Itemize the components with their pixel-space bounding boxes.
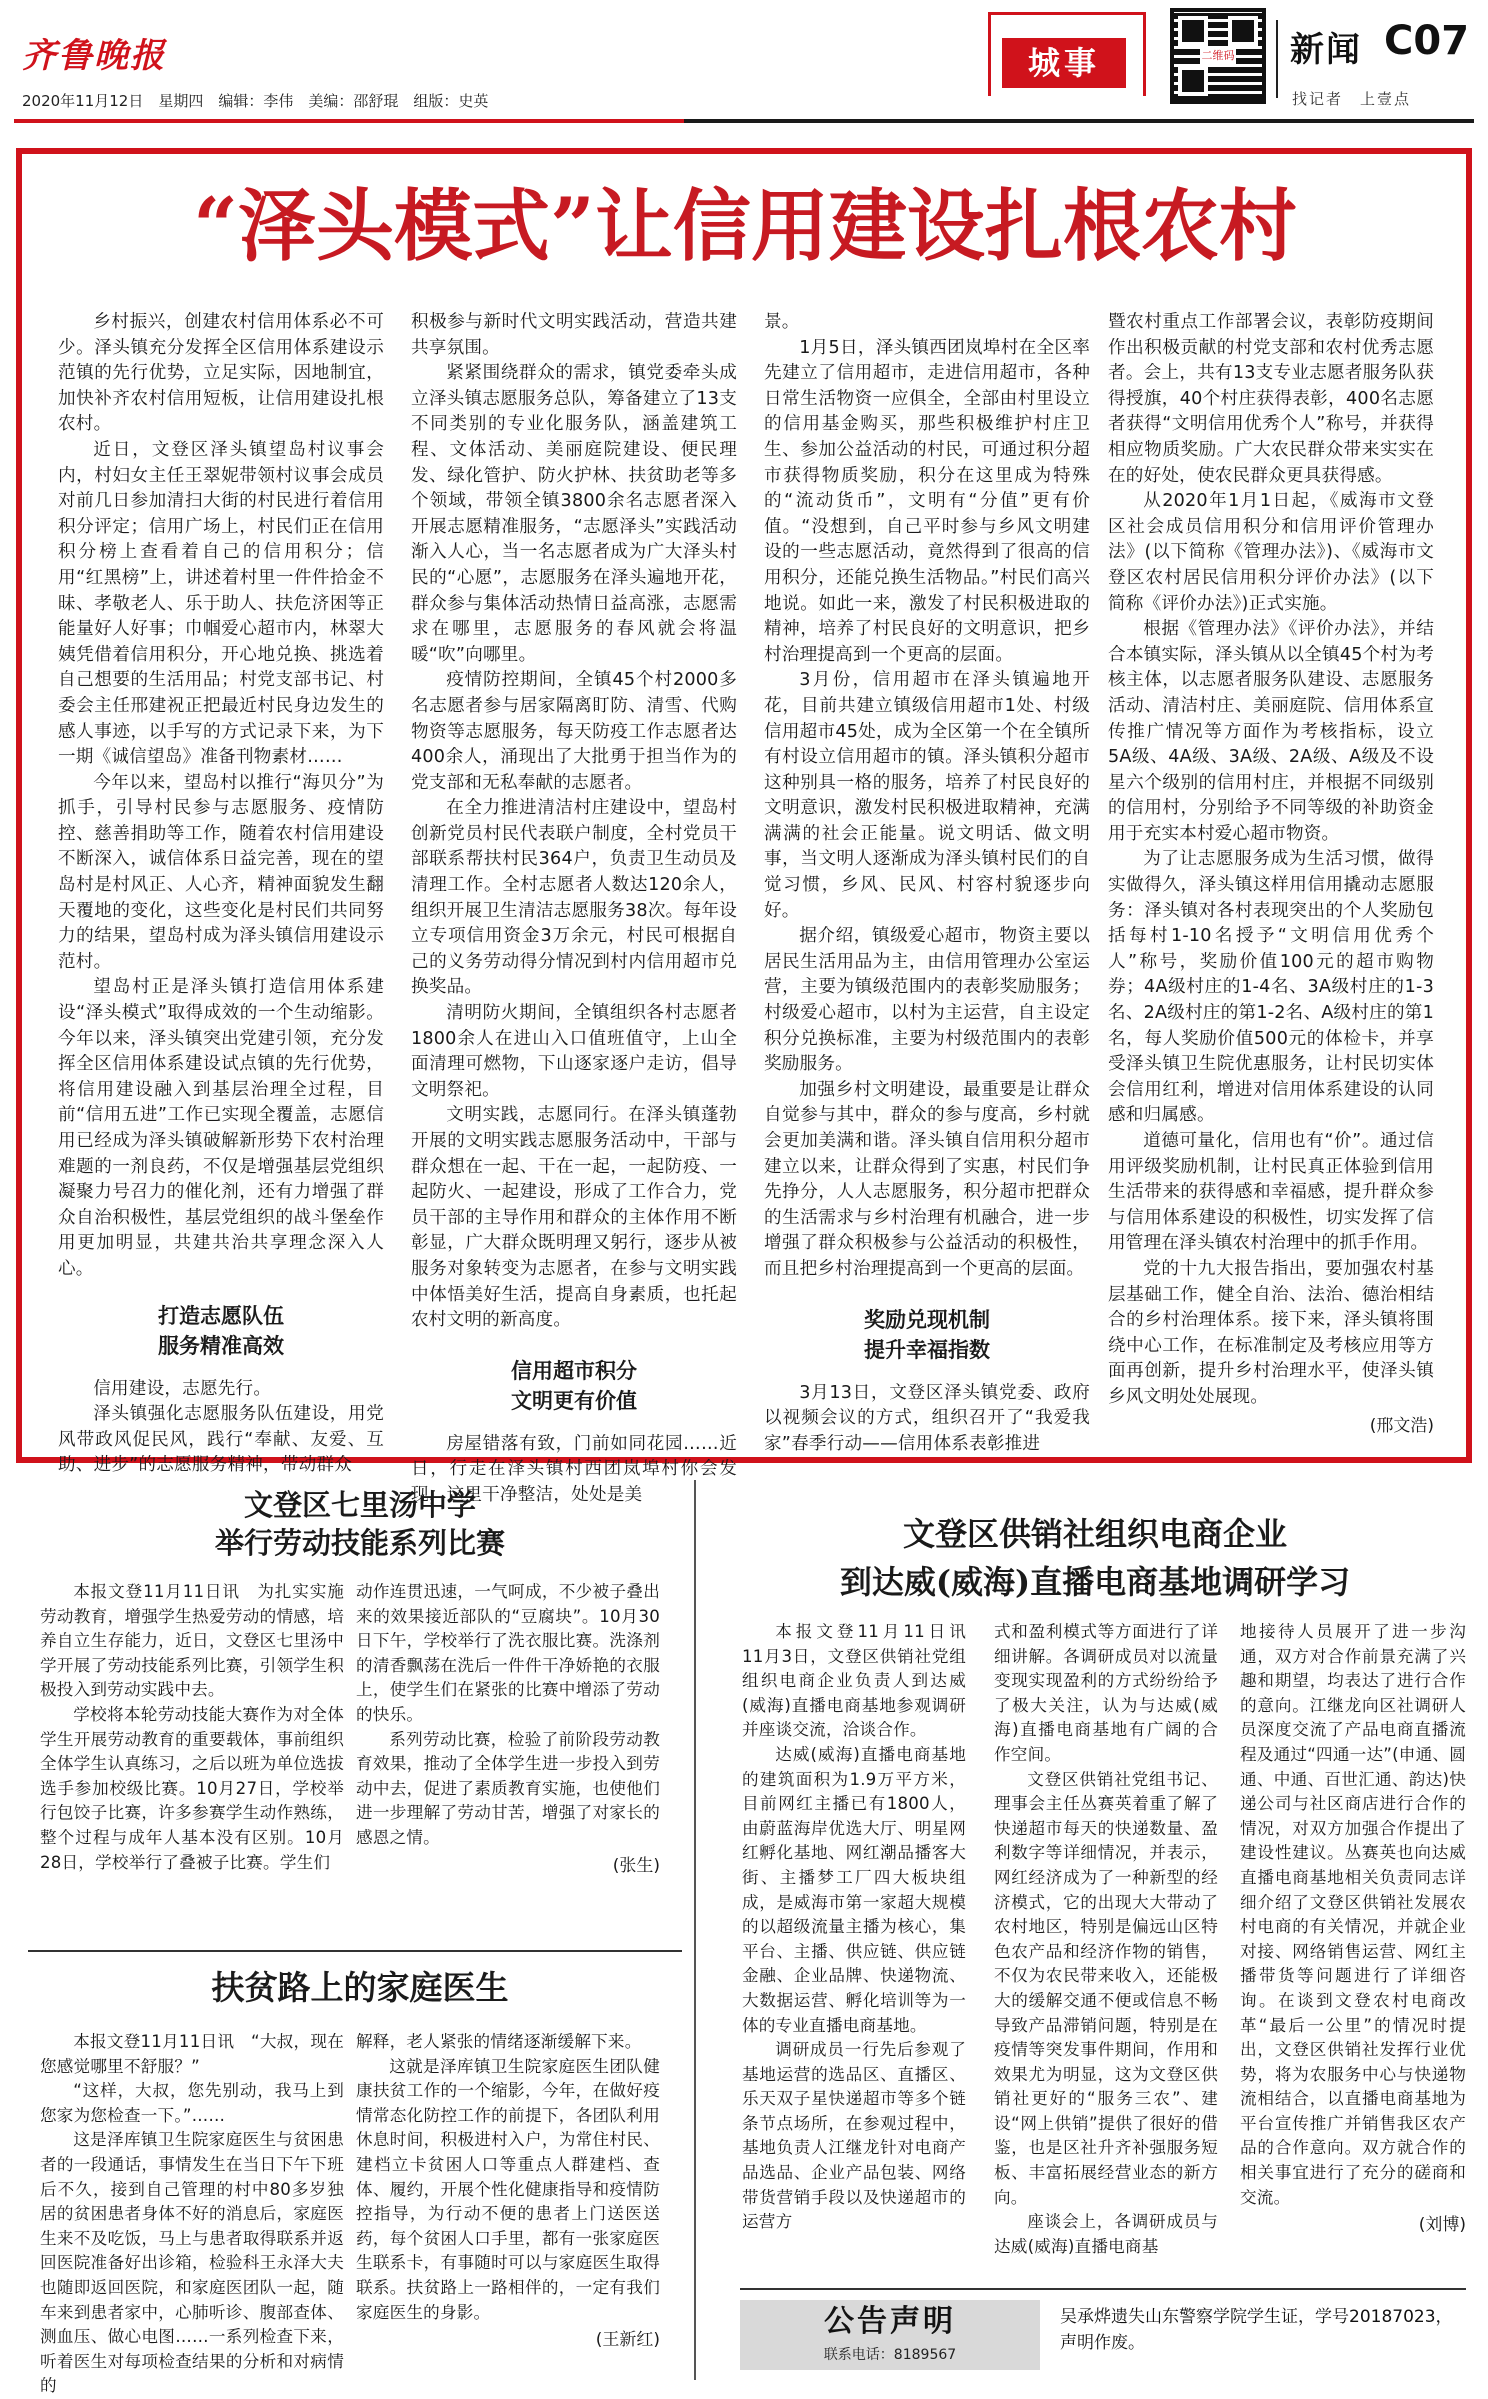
paragraph: 本报文登11月11日讯 11月3日，文登区供销社党组组织电商企业负责人到达威(威海)直播电商基地参观调研并座谈交流，洽谈合作。	[742, 1622, 983, 1740]
paragraph: 解释，老人紧张的情绪逐渐缓解下来。	[356, 2032, 642, 2051]
paragraph: 为了让志愿服务成为生活习惯，做得实做得久，泽头镇这样用信用撬动志愿服务：泽头镇对各村表现突出的个人奖励包括每村1-10名授予“文明信用优秀个人”称号，奖励价值100元的超市购物券；4A级村庄的1-4名、3A级村庄的1-3名、2A级村庄的第1-2名、A级村庄的第1名，每人奖励价值500元的体检卡，并享受泽头镇卫生院优惠服务，让村民切实体会信用红利，增进对信用体系建设的认同感和归属感。	[1108, 849, 1434, 1126]
paragraph: 紧紧围绕群众的需求，镇党委牵头成立泽头镇志愿服务总队，筹备建立了13支不同类别的专业化服务队，涵盖建筑工程、文体活动、美丽庭院建设、便民理发、绿化管护、防火护林、扶贫助老等多个领域，带领全镇3800余名志愿者深入开展志愿精准服务，“志愿泽头”实践活动渐入人心，当一名志愿者成为广大泽头村民的“心愿”，志愿服务在泽头遍地开花，群众参与集体活动热情日益高涨，志愿需求在哪里，志愿服务的春风就会将温暖“吹”向哪里。	[411, 363, 737, 665]
paragraph: 党的十九大报告指出，要加强农村基层基础工作，健全自治、法治、德治相结合的乡村治理体系。接下来，泽头镇将围绕中心工作，在标准制定及考核应用等方面再创新，提升乡村治理水平，使泽头镇乡风文明处处展现。	[1108, 1258, 1434, 1407]
paragraph: 3月13日，文登区泽头镇党委、政府以视频会议的方式，组织召开了“我爱我家”春季行动——信用体系表彰推进	[764, 1382, 1090, 1454]
paragraph: 这是泽库镇卫生院家庭医生与贫困患者的一段通话，事情发生在当日下午下班后不久，接到自己管理的村中80多岁独居的贫困患者身体不好的消息后，家庭医生来不及吃饭，马上与患者取得联系并返回医院准备好出诊箱，检验科王永泽大夫也随即返回医院，和家庭医团队一起，随车来到患者家中，心肺听诊、腹部查体、测血压、做心电图……一系列检查下来，听着医生对每项检查结果的分析和对病情的	[40, 2130, 344, 2396]
notice-text: 吴承烨遗失山东警察学院学生证，学号20187023，声明作废。	[1060, 2307, 1453, 2353]
paragraph: 3月份，信用超市在泽头镇遍地开花，目前共建立镇级信用超市1处、村级信用超市45处，成为全区第一个在全镇所有村设立信用超市的镇。泽头镇积分超市这种别具一格的服务，培养了村民良好的文明意识，激发村民积极进取精神，充满满满的社会正能量。说文明话、做文明事，当文明人逐渐成为泽头镇村民们的自觉习惯，乡风、民风、村容村貌逐步向好。	[764, 670, 1090, 921]
labor-headline-line1: 文登区七里汤中学	[243, 1488, 476, 1522]
byline: (刘博)	[1418, 2215, 1466, 2236]
doctor-col-1	[40, 2030, 344, 2399]
column-divider	[694, 1480, 696, 2380]
paragraph: 泽头镇强化志愿服务队伍建设，用党风带政风促民风，践行“奉献、友爱、互助、进步”的志愿服务精神，带动群众	[58, 1404, 384, 1476]
coop-headline-line2: 到达威(威海)直播电商基地调研学习	[839, 1563, 1351, 1601]
lead-col-2	[411, 310, 737, 1509]
byline: (邢文浩)	[1369, 1415, 1434, 1436]
section-badge: 城事	[1002, 38, 1126, 88]
paragraph: 调研成员一行先后参观了基地运营的选品区、直播区、乐天双子星快递超市等多个链条节点场所，在参观过程中，基地负责人江继龙针对电商产品选品、企业产品包装、网络带货营销手段以及快递超市的运营方	[742, 2040, 966, 2232]
qr-center-label: 二维码	[1200, 46, 1236, 66]
masthead	[0, 0, 1488, 135]
masthead-rule-red	[14, 119, 684, 123]
paragraph: 近日，文登区泽头镇望岛村议事会内，村妇女主任王翠妮带领村议事会成员对前几日参加清扫大街的村民进行着信用积分评定；信用广场上，村民们正在信用积分榜上查看着自己的信用积分；信用“红黑榜”上，讲述着村里一件件拾金不昧、孝敬老人、乐于助人、扶危济困等正能量好人好事；巾帼爱心超市内，林翠大姨凭借着信用积分，开心地兑换、挑选着自己想要的生活用品；村党支部书记、村委会主任邢建祝正把最近村民身边发生的感人事迹，以手写的方式记录下来，为下一期《诚信望岛》准备刊物素材……	[58, 439, 384, 768]
paragraph: 文登区供销社党组书记、理事会主任丛赛英着重了解了快递超市每天的快递数量、盈利数字等详细情况，并表示，网红经济成为了一种新型的经济模式，它的出现大大带动了农村地区，特别是偏远山区特色农产品和经济作物的销售，不仅为农民带来收入，还能极大的缓解交通不便或信息不畅导致产品滞销问题，特别是在疫情等突发事件期间，作用和效果尤为明显，这为文登区供销社更好的“服务三农”、建设“网上供销”提供了很好的借鉴，也是区社升齐补强服务短板、丰富拓展经营业态的新方向。	[994, 1769, 1218, 2207]
paragraph: 1月5日，泽头镇西团岚埠村在全区率先建立了信用超市，走进信用超市，各种日常生活物资一应俱全，全部由村里设立的信用基金购买，那些积极维护村庄卫生、参加公益活动的村民，可通过积分超市获得物质奖励，积分在这里成为特殊的“流动货币”，文明有“分值”更有价值。“没想到，自己平时参与乡风文明建设的一些志愿活动，竟然得到了很高的信用积分，还能兑换生活物品。”村民们高兴地说。如此一来，激发了村民积极进取的精神，培养了村民良好的文明意识，把乡村治理提高到一个更高的层面。	[764, 337, 1090, 665]
labor-col-2	[356, 1580, 660, 1876]
paragraph: 地接待人员展开了进一步沟通，双方对合作前景充满了兴趣和期望，均表达了进行合作的意向。江继龙向区社调研人员深度交流了产品电商直播流程及通过“四通一达”(申通、圆通、中通、百世汇通、韵达)快递公司与社区商店进行合作的情况，对双方加强合作提出了建设性建议。丛赛英也向达威直播电商基地相关负责同志详细介绍了文登区供销社发展农村电商的有关情况，并就企业对接、网络销售运营、网红主播带货等问题进行了详细咨询。在谈到文登农村电商改革“最后一公里”的情况时提出，文登区供销社发挥行业优势，将为农服务中心与快递物流相结合，以直播电商基地为平台宣传推广并销售我区农产品的合作意向。双方就合作的相关事宜进行了充分的磋商和交流。	[1240, 1622, 1466, 2207]
labor-col-1	[40, 1580, 344, 1875]
paragraph: 景。	[764, 312, 800, 332]
section-name: 新闻	[1290, 30, 1362, 70]
paragraph: 本报文登11月11日讯 为扎实实施劳动教育，增强学生热爱劳动的情感，培养自立生存能力，近日，文登区七里汤中学开展了劳动技能系列比赛，引领学生积极投入到劳动实践中去。	[40, 1582, 344, 1700]
coop-headline	[710, 1510, 1480, 1606]
paragraph: 座谈会上，各调研成员与达威(威海)直播电商基	[994, 2212, 1218, 2256]
subhead: 信用超市积分 文明更有价值	[511, 1358, 637, 1413]
notice-phone: 联系电话：8189567	[823, 2347, 957, 2363]
lead-col-4	[1108, 310, 1434, 1436]
paragraph: 动作连贯迅速，一气呵成，不少被子叠出来的效果接近部队的“豆腐块”。10月30日下午，学校举行了洗衣服比赛。洗涤剂的清香飘荡在洗后一件件干净娇艳的衣服上，使学生们在紧张的比赛中增添了劳动的快乐。	[356, 1582, 660, 1724]
labor-headline	[30, 1486, 690, 1562]
masthead-rule-dark	[684, 119, 1474, 123]
notice-title-panel	[740, 2300, 1040, 2370]
paragraph: 文明实践，志愿同行。在泽头镇蓬勃开展的文明实践志愿服务活动中，干部与群众想在一起、干在一起，一起防疫、一起防火、一起建设，形成了工作合力，党员干部的主导作用和群众的主体作用不断彰显，广大群众既明理又躬行，逐步从被服务对象转变为志愿者，在参与文明实践中体悟美好生活，提高自身素质，也托起农村文明的新高度。	[411, 1105, 737, 1331]
paragraph: 本报文登11月11日讯 “大叔，现在您感觉哪里不舒服？”	[40, 2032, 344, 2076]
subhead: 奖励兑现机制 提升幸福指数	[864, 1307, 990, 1362]
coop-col-2	[994, 1620, 1218, 2259]
coop-col-3	[1240, 1620, 1466, 2235]
notice-box	[740, 2288, 1466, 2376]
labor-headline-line2: 举行劳动技能系列比赛	[214, 1526, 505, 1560]
notice-title: 公告声明	[824, 2304, 956, 2339]
paragraph: 在全力推进清洁村庄建设中，望岛村创新党员村民代表联户制度，全村党员干部联系帮扶村民364户，负责卫生动员及清理工作。全村志愿者人数达120余人，组织开展卫生清洁志愿服务38次。每年设立专项信用资金3万余元，村民可根据自己的义务劳动得分情况到村内信用超市兑换奖品。	[411, 798, 737, 998]
paragraph: 从2020年1月1日起，《威海市文登区社会成员信用积分和信用评价管理办法》(以下简称《管理办法》)、《威海市文登区农村居民信用积分评价办法》(以下简称《评价办法》)正式实施。	[1108, 491, 1434, 614]
subhead: 打造志愿队伍 服务精准高效	[158, 1303, 284, 1358]
paragraph: 据介绍，镇级爱心超市，物资主要以居民生活用品为主，由信用管理办公室运营，主要为镇级范围内的表彰奖励服务；村级爱心超市，以村为主运营，自主设定积分兑换标准，主要为村级范围内的表彰奖励服务。	[764, 926, 1090, 1075]
issue-info: 2020年11月12日 星期四 编辑：李伟 美编：邵舒琨 组版：史英	[22, 92, 489, 110]
paragraph: 积极参与新时代文明实践活动，营造共建共享氛围。	[411, 312, 737, 358]
doctor-col-2	[356, 2030, 660, 2350]
byline: (王新红)	[595, 2330, 660, 2351]
paragraph: 暨农村重点工作部署会议，表彰防疫期间作出积极贡献的村党支部和农村优秀志愿者。会上，共有13支专业志愿者服务队获得授旗，40个村庄获得表彰，400名志愿者获得“文明信用优秀个人”称号，并获得相应物质奖励。广大农民群众带来实实在在的好处，使农民群众更具获得感。	[1108, 312, 1434, 486]
lead-col-1	[58, 310, 384, 1479]
coop-headline-line1: 文登区供销社组织电商企业	[902, 1515, 1287, 1553]
paragraph: 系列劳动比赛，检验了前阶段劳动教育效果，推动了全体学生进一步投入到劳动中去，促进了素质教育实施，也使他们进一步理解了劳动甘苦，增强了对家长的感恩之情。	[356, 1729, 660, 1847]
page-number: C07	[1384, 18, 1470, 64]
qr-code	[1170, 8, 1266, 104]
paragraph: 今年以来，望岛村以推行“海贝分”为抓手，引导村民参与志愿服务、疫情防控、慈善捐助等工作，随着农村信用建设不断深入，诚信体系日益完善，现在的望岛村是村风正、人心齐，精神面貌发生翻天覆地的变化，这些变化是村民们共同努力的结果，望岛村成为泽头镇信用建设示范村。	[58, 772, 384, 972]
paragraph: 清明防火期间，全镇组织各村志愿者1800余人在进山入口值班值守，上山全面清理可燃物，下山逐家逐户走访，倡导文明祭祀。	[411, 1003, 737, 1100]
section-divider	[28, 1950, 682, 1952]
lead-col1-body	[58, 310, 384, 1283]
slogan: 找记者 上壹点	[1292, 90, 1412, 108]
lead-col-3	[764, 310, 1090, 1457]
paragraph: 学校将本轮劳动技能大赛作为对全体学生开展劳动教育的重要载体，事前组织全体学生认真练习，之后以班为单位选拔选手参加校级比赛。10月27日，学校举行包饺子比赛，许多参赛学生动作熟练，整个过程与成年人基本没有区别。10月28日，学校举行了叠被子比赛。学生们	[40, 1704, 344, 1872]
paragraph: 信用建设，志愿先行。	[93, 1378, 272, 1399]
paragraph: “这样，大叔，您先别动，我马上到您家为您检查一下。”……	[40, 2081, 344, 2125]
lead-headline: “泽头模式”让信用建设扎根农村	[193, 181, 1297, 272]
paragraph: 根据《管理办法》《评价办法》，并结合本镇实际，泽头镇从以全镇45个村为考核主体，以志愿者服务队建设、志愿服务活动、清洁村庄、美丽庭院、信用体系宣传推广情况等方面作为考核指标，设立5A级、4A级、3A级、2A级、A级及不设星六个级别的信用村庄，并根据不同级别的信用村，分别给予不同等级的补助资金用于充实本村爱心超市物资。	[1108, 619, 1434, 844]
paragraph: 道德可量化，信用也有“价”。通过信用评级奖励机制，让村民真正体验到信用生活带来的获得感和幸福感，提升群众参与信用体系建设的积极性，切实发挥了信用管理在泽头镇农村治理中的抓手作用。	[1108, 1131, 1434, 1254]
paragraph: 乡村振兴，创建农村信用体系必不可少。泽头镇充分发挥全区信用体系建设示范镇的先行优势，立足实际，因地制宜，加快补齐农村信用短板，让信用建设扎根农村。	[58, 312, 384, 435]
paragraph: 式和盈利模式等方面进行了详细讲解。各调研成员对以流量变现实现盈利的方式纷纷给予了极大关注，认为与达威(威海)直播电商基地有广阔的合作空间。	[994, 1622, 1218, 1764]
paragraph: 这就是泽库镇卫生院家庭医生团队健康扶贫工作的一个缩影，今年，在做好疫情常态化防控工作的前提下，各团队利用休息时间，积极进村入户，为常住村民、建档立卡贫困人口等重点人群建档、查体、履约，开展个性化健康指导和疫情防控指导，为行动不便的患者上门送医送药，每个贫困人口手里，都有一张家庭医生联系卡，有事随时可以与家庭医生取得联系。扶贫路上一路相伴的，一定有我们家庭医生的身影。	[356, 2056, 660, 2322]
paragraph: 望岛村正是泽头镇打造信用体系建设“泽头模式”取得成效的一个生动缩影。今年以来，泽头镇突出党建引领，充分发挥全区信用体系建设试点镇的先行优势，将信用建设融入到基层治理全过程，目前“信用五进”工作已实现全覆盖，志愿信用已经成为泽头镇破解新形势下农村治理难题的一剂良药，不仅是增强基层党组织凝聚力号召力的催化剂，还有力增强了群众自治积极性，基层党组织的战斗堡垒作用更加明显，共建共治共享理念深入人心。	[58, 977, 384, 1279]
paragraph: 疫情防控期间，全镇45个村2000多名志愿者参与居家隔离盯防、清雪、代购物资等志愿服务，每天防疫工作志愿者达400余人，涌现出了大批勇于担当作为的党支部和无私奉献的志愿者。	[411, 670, 737, 793]
coop-col-1	[742, 1620, 983, 2235]
byline: (张生)	[612, 1855, 660, 1876]
paragraph: 房屋错落有致，门前如同花园……近日，行走在泽头镇村西团岚埠村你会发现，这里干净整洁，处处是美	[411, 1433, 737, 1505]
newspaper-logo: 齐鲁晚报	[22, 36, 166, 76]
paragraph: 达威(威海)直播电商基地的建筑面积为1.9万平方米，目前网红主播已有1800人，由蔚蓝海岸优选大厅、明星网红孵化基地、网红潮品播客大街、主播梦工厂四大板块组成，是威海市第一家超大规模的以超级流量主播为核心，集平台、主播、供应链、供应链金融、企业品牌、快递物流、大数据运营、孵化培训等为一体的专业直播电商基地。	[742, 1744, 966, 2035]
masthead-divider	[1276, 20, 1278, 98]
doctor-headline: 扶贫路上的家庭医生	[211, 1968, 509, 2007]
paragraph: 加强乡村文明建设，最重要是让群众自觉参与其中，群众的参与度高，乡村就会更加美满和谐。泽头镇自信用积分超市建立以来，让群众得到了实惠，村民们争先挣分，人人志愿服务，积分超市把群众的生活需求与乡村治理有机融合，进一步增强了群众积极参与公益活动的积极性，而且把乡村治理提高到一个更高的层面。	[764, 1079, 1090, 1279]
